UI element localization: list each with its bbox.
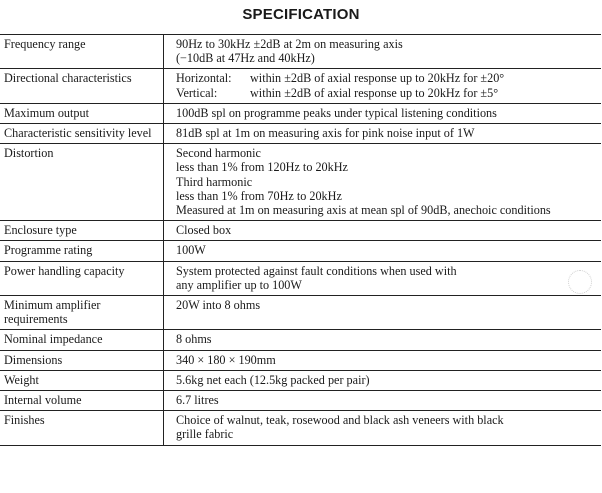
row-label: Characteristic sensitivity level <box>0 124 164 144</box>
specification-table <box>0 34 601 446</box>
table-row <box>0 370 601 390</box>
row-label: Internal volume <box>0 391 164 411</box>
row-label: Maximum output <box>0 103 164 123</box>
value-line: 81dB spl at 1m on measuring axis for pink noise input of 1W <box>176 126 475 141</box>
row-label: Minimum amplifier requirements <box>0 296 164 330</box>
value-line: less than 1% from 120Hz to 20kHz <box>176 160 348 175</box>
value-line <box>176 86 597 100</box>
value-line: 100dB spl on programme peaks under typical listening conditions <box>176 105 497 120</box>
table-row <box>0 391 601 411</box>
page-title: SPECIFICATION <box>242 6 360 23</box>
row-value <box>164 261 602 295</box>
value-line: Second harmonic <box>176 146 261 161</box>
row-label: Distortion <box>0 144 164 221</box>
value-line: 8 ohms <box>176 332 212 347</box>
row-value <box>164 391 602 411</box>
value-line: 5.6kg net each (12.5kg packed per pair) <box>176 372 370 387</box>
table-row <box>0 35 601 69</box>
value-line: 100W <box>176 243 206 258</box>
table-row <box>0 241 601 261</box>
row-value <box>164 144 602 221</box>
table-row <box>0 261 601 295</box>
table-row <box>0 350 601 370</box>
table-row <box>0 221 601 241</box>
value-line: Choice of walnut, teak, rosewood and black ash veneers with black <box>176 413 504 428</box>
value-line: 6.7 litres <box>176 393 219 408</box>
table-row <box>0 330 601 350</box>
value-line: System protected against fault conditions when used with <box>176 263 457 278</box>
direction-text: within ±2dB of axial response up to 20kHz for ±20° <box>250 71 505 86</box>
row-label: Power handling capacity <box>0 261 164 295</box>
row-label: Programme rating <box>0 241 164 261</box>
table-row <box>0 411 601 445</box>
row-value <box>164 370 602 390</box>
value-line: 340 × 180 × 190mm <box>176 352 276 367</box>
row-label: Frequency range <box>0 35 164 69</box>
row-label: Enclosure type <box>0 221 164 241</box>
table-row <box>0 103 601 123</box>
row-value <box>164 221 602 241</box>
row-label: Directional characteristics <box>0 69 164 103</box>
row-value <box>164 350 602 370</box>
row-value <box>164 411 602 445</box>
direction-key: Vertical: <box>176 85 218 100</box>
table-row <box>0 296 601 330</box>
direction-key: Horizontal: <box>176 71 232 86</box>
row-value <box>164 103 602 123</box>
row-value <box>164 330 602 350</box>
value-line: Closed box <box>176 223 232 238</box>
value-line: Measured at 1m on measuring axis at mean spl of 90dB, anechoic conditions <box>176 203 551 218</box>
paper-stain-mark <box>568 270 592 294</box>
table-row <box>0 124 601 144</box>
row-label: Finishes <box>0 411 164 445</box>
value-line: less than 1% from 70Hz to 20kHz <box>176 188 342 203</box>
row-label: Dimensions <box>0 350 164 370</box>
value-line: any amplifier up to 100W <box>176 277 302 292</box>
row-label: Weight <box>0 370 164 390</box>
row-value <box>164 296 602 330</box>
table-row <box>0 144 601 221</box>
value-line <box>176 71 597 85</box>
value-line: grille fabric <box>176 427 234 442</box>
row-label: Nominal impedance <box>0 330 164 350</box>
value-line: 20W into 8 ohms <box>176 298 261 313</box>
value-line: Third harmonic <box>176 174 253 189</box>
row-value <box>164 124 602 144</box>
direction-text: within ±2dB of axial response up to 20kHz for ±5° <box>250 85 499 100</box>
row-value <box>164 241 602 261</box>
row-value <box>164 35 602 69</box>
value-line: 90Hz to 30kHz ±2dB at 2m on measuring axis <box>176 37 403 51</box>
row-value <box>164 69 602 103</box>
table-row <box>0 69 601 103</box>
value-line: (−10dB at 47Hz and 40kHz) <box>176 51 315 66</box>
